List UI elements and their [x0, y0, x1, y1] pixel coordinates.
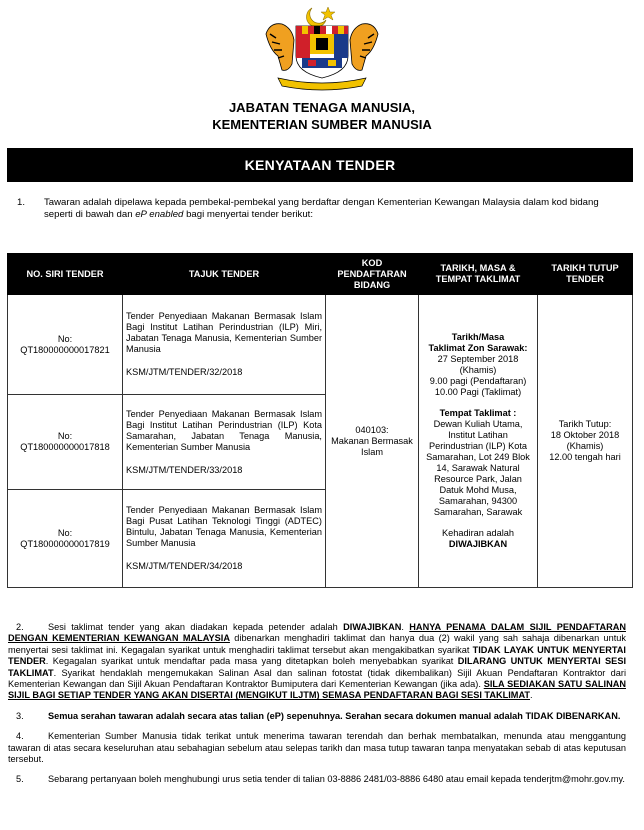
- paragraph-5: [8, 774, 626, 785]
- header-tajuk: TAJUK TENDER: [123, 254, 326, 295]
- p5-text: Sebarang pertanyaan boleh menghubungi urus setia tender di talian 03-8886 2481/03-8886 6480 atau email kepada tenderjtm@mohr.gov.my.: [48, 774, 625, 785]
- tutup-label: Tarikh Tutup:: [558, 419, 612, 429]
- taklimat-time1: 9.00 pagi (Pendaftaran): [429, 376, 527, 386]
- tender-title-cell: [123, 490, 326, 588]
- kod-description: Makanan Bermasak Islam: [331, 435, 413, 457]
- tutup-date: 18 Oktober 2018: [550, 430, 620, 440]
- notes-section: [8, 622, 626, 795]
- p2-text-d: HANYA PENAMA DALAM SIJIL PENDAFTARAN DENGAN KEMENTERIAN KEWANGAN MALAYSIA: [8, 622, 626, 644]
- coat-of-arms-icon: [258, 4, 386, 92]
- tender-title-cell: [123, 295, 326, 395]
- intro-text: Tawaran adalah dipelawa kepada pembekal-pembekal yang berdaftar dengan Kementerian Kewangan Malaysia dalam kod bidang seperti di bawah dan: [44, 197, 599, 220]
- intro-number: 1.: [17, 197, 26, 208]
- p2-text-g: . Kegagalan syarikat untuk mendaftar pada masa yang ditetapkan boleh menyebabkan syarikat: [45, 656, 458, 667]
- taklimat-place: Dewan Kuliah Utama, Institut Latihan Perindustrian (ILP) Kota Samarahan, Lot 249 Blok 14, Sarawak Natural Resource Park, Jalan Datuk Mohd Musa, Samarahan, 94300 Samarahan, Sarawak: [426, 419, 530, 517]
- taklimat-attend: Kehadiran adalah: [441, 528, 515, 538]
- table-header-row: [8, 254, 633, 295]
- p3-text: Semua serahan tawaran adalah secara atas talian (eP) sepenuhnya. Serahan secara dokumen manual adalah TIDAK DIBENARKAN.: [48, 710, 621, 721]
- page-title-banner: KENYATAAN TENDER: [7, 148, 633, 182]
- tender-title: Tender Penyediaan Makanan Bermasak Islam Bagi Institut Latihan Perindustrian (ILP) Miri, Jabatan Tenaga Manusia, Kementerian Sumber Manusia: [126, 311, 322, 354]
- tender-title: Tender Penyediaan Makanan Bermasak Islam Bagi Pusat Latihan Teknologi Tinggi (ADTEC) Bintulu, Jabatan Tenaga Manusia, Kementerian Sumber Manusia: [126, 505, 322, 548]
- serial-label: No:: [57, 431, 73, 441]
- paragraph-number: 4.: [16, 731, 24, 742]
- serial-number: QT180000000017819: [20, 538, 110, 549]
- paragraph-number: 5.: [16, 774, 24, 785]
- department-name: JABATAN TENAGA MANUSIA,: [228, 100, 416, 115]
- p2-text-a: Sesi taklimat tender yang akan diadakan kepada petender adalah: [48, 622, 344, 632]
- kod-bidang-cell: [326, 295, 419, 588]
- tender-reference: KSM/JTM/TENDER/32/2018: [126, 367, 243, 377]
- serial-label: No:: [57, 333, 73, 344]
- p2-text-j: SILA SEDIAKAN SATU SALINAN SIJIL BAGI SETIAP TENDER YANG AKAN DISERTAI (MENGIKUT ILJTM) SEMASA PENDAFTARAN BAGI SESI TAKLIMAT: [8, 679, 626, 701]
- tender-title: Tender Penyediaan Makanan Bermasak Islam Bagi Institut Latihan Perindustrian (ILP) Kota Samarahan, Jabatan Tenaga Manusia, Kementerian Sumber Manusia: [126, 408, 322, 452]
- tender-serial-cell: [8, 395, 123, 490]
- intro-text-end: bagi menyertai tender berikut:: [183, 209, 313, 220]
- table-row: [8, 295, 633, 395]
- serial-label: No:: [57, 527, 73, 538]
- p2-text-e: dibenarkan menghadiri taklimat dan hanya dua (2) wakil yang sah sahaja dibenarkan untuk menyertai sesi taklimat ini. Kegagalan syarikat untuk menghadiri taklimat tersebut akan mengakibatkan syarikat: [8, 633, 626, 655]
- serial-number: QT180000000017821: [20, 344, 110, 355]
- paragraph-number: 3.: [16, 710, 24, 721]
- p2-text-h: DILARANG UNTUK MENYERTAI SESI TAKLIMAT: [8, 656, 626, 678]
- serial-number: QT180000000017818: [20, 442, 110, 452]
- kod-code: 040103:: [355, 424, 389, 435]
- taklimat-day: (Khamis): [459, 365, 497, 375]
- header-tarikh-tutup: TARIKH TUTUP TENDER: [538, 254, 633, 295]
- taklimat-date: 27 September 2018: [437, 354, 519, 364]
- taklimat-attend-bold: DIWAJIBKAN: [448, 539, 508, 549]
- p2-text-f: TIDAK LAYAK UNTUK MENYERTAI TENDER: [8, 644, 626, 667]
- header-kod: KOD PENDAFTARAN BIDANG: [326, 254, 419, 295]
- taklimat-cell: [419, 295, 538, 588]
- p2-text-c: .: [401, 622, 410, 632]
- intro-text-em: eP enabled: [135, 209, 184, 220]
- intro-paragraph: [8, 197, 624, 221]
- paragraph-3: [8, 711, 626, 722]
- taklimat-title2: Taklimat Zon Sarawak:: [428, 343, 528, 353]
- tender-serial-cell: [8, 490, 123, 588]
- taklimat-place-title: Tempat Taklimat :: [439, 408, 517, 418]
- header-taklimat: TARIKH, MASA & TEMPAT TAKLIMAT: [419, 254, 538, 295]
- tarikh-tutup-cell: [538, 295, 633, 588]
- tutup-day: (Khamis): [566, 441, 604, 451]
- taklimat-title1: Tarikh/Masa: [451, 332, 505, 342]
- header-no-siri: NO. SIRI TENDER: [8, 254, 123, 295]
- p2-text-b: DIWAJIBKAN: [343, 622, 402, 632]
- tutup-time: 12.00 tengah hari: [549, 452, 621, 462]
- p4-text: Kementerian Sumber Manusia tidak terikat untuk menerima tawaran terendah dan berhak membatalkan, menunda atau menggantung tawaran di atas secara keseluruhan atau sebahagian sebelum atau selepas tarikh dan masa tutup tawaran tanpa menyatakan sebab di atas keputusan tersebut.: [8, 731, 626, 765]
- paragraph-2: [8, 622, 626, 702]
- paragraph-number: 2.: [16, 622, 24, 632]
- tender-serial-cell: [8, 295, 123, 395]
- paragraph-4: [8, 731, 626, 765]
- tender-reference: KSM/JTM/TENDER/34/2018: [126, 561, 243, 571]
- taklimat-time2: 10.00 Pagi (Taklimat): [434, 387, 522, 397]
- tender-title-cell: [123, 395, 326, 490]
- ministry-name: KEMENTERIAN SUMBER MANUSIA: [212, 117, 432, 132]
- tender-table: [7, 253, 633, 588]
- tender-reference: KSM/JTM/TENDER/33/2018: [126, 464, 243, 475]
- p2-text-i: . Syarikat hendaklah mengemukakan Salinan Asal dan salinan fotostat (tidak dikembalikan) Sijil Akuan Pendaftaran Kontraktor dari Kementerian Kewangan dan Sijil Akuan Pendaftaran Kontraktor Bumiputera dari Kementerian Kewangan (jika ada).: [8, 667, 626, 690]
- p2-text-k: .: [530, 690, 533, 701]
